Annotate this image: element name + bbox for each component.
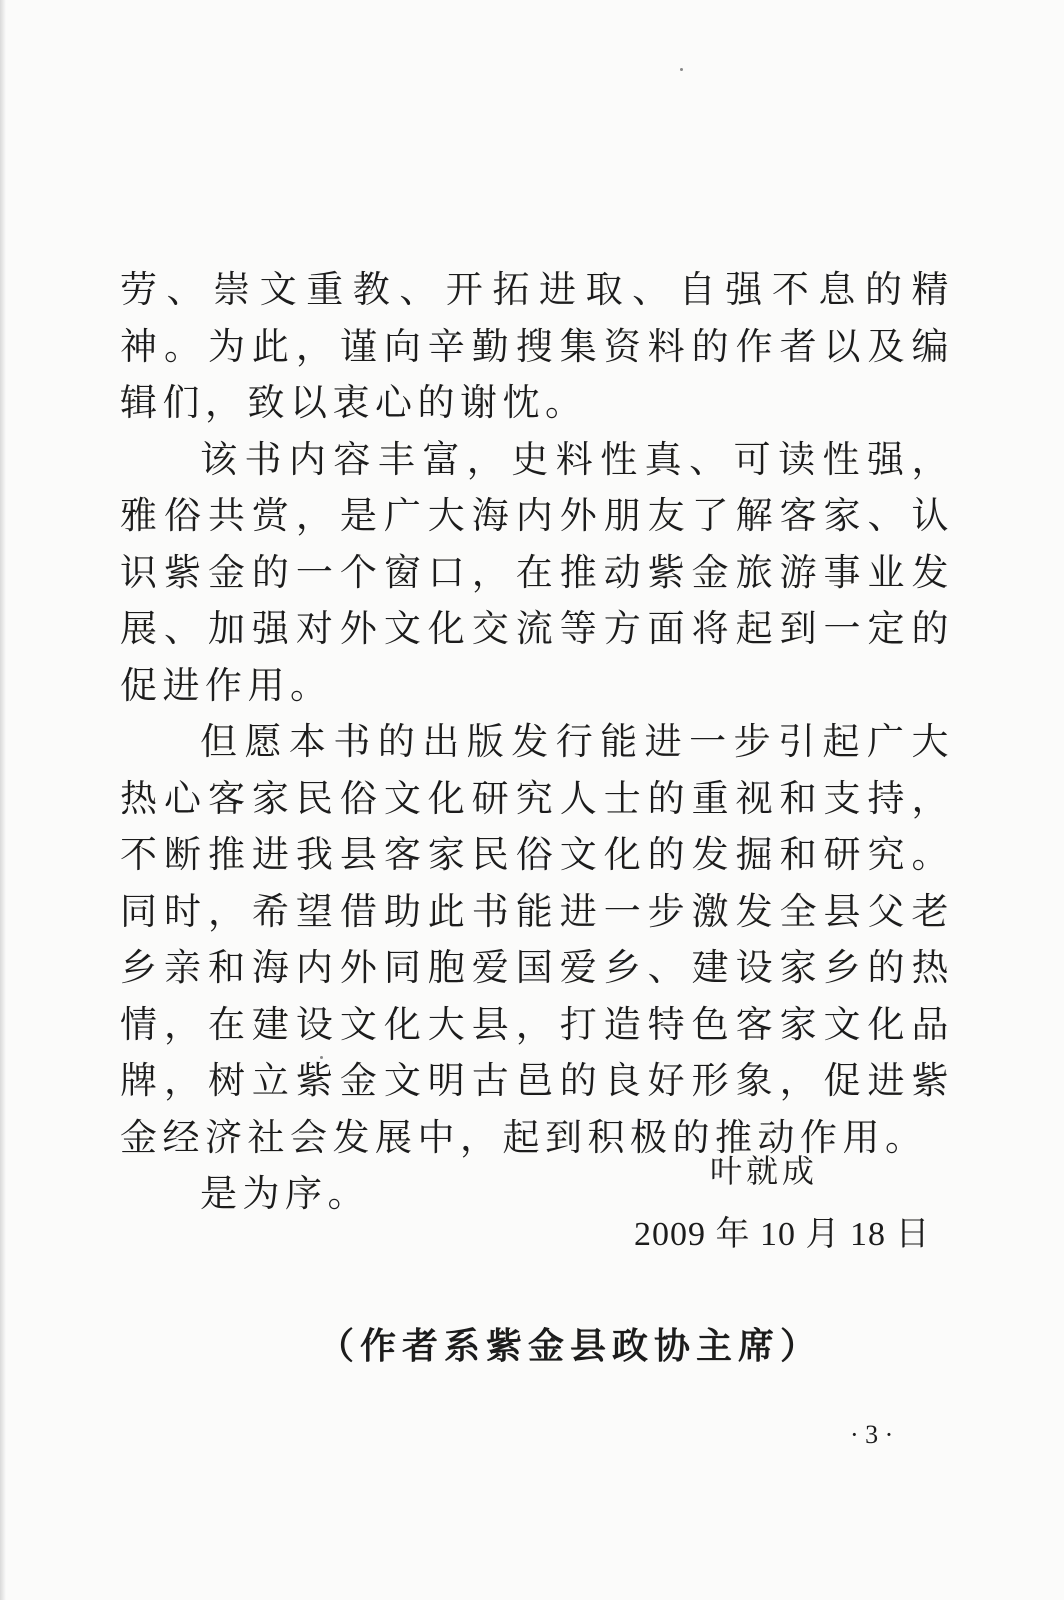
scan-speck xyxy=(680,68,683,71)
paragraph-hopes: 但愿本书的出版发行能进一步引起广大热心客家民俗文化研究人士的重视和支持，不断推进我县客家民俗文化的发掘和研究。同时，希望借助此书能进一步激发全县父老乡亲和海内外同胞爱国爱乡、建设家乡的热情，在建设文化大县，打造特色客家文化品牌，树立紫金文明古邑的良好形象，促进紫金经济社会发展中，起到积极的推动作用。 xyxy=(120,720,954,1159)
signature-name: 叶就成 xyxy=(710,1152,819,1190)
page-number: · 3 · xyxy=(850,1420,894,1449)
signature-date: 2009 年 10 月 18 日 xyxy=(634,1216,931,1253)
paragraph-content-summary: 该书内容丰富，史料性真、可读性强，雅俗共赏，是广大海内外朋友了解客家、认识紫金的一个窗口，在推动紫金旅游事业发展、加强对外文化交流等方面将起到一定的促进作用。 xyxy=(120,437,954,707)
preface-body xyxy=(120,262,954,1223)
paragraph-continued: 劳、崇文重教、开拓进取、自强不息的精神。为此，谨向辛勤搜集资料的作者以及编辑们，致以衷心的谢忱。 xyxy=(120,268,954,424)
author-note: （作者系紫金县政协主席） xyxy=(318,1325,823,1367)
scan-speck xyxy=(320,1056,323,1059)
paragraph-closing: 是为序。 xyxy=(200,1172,370,1215)
